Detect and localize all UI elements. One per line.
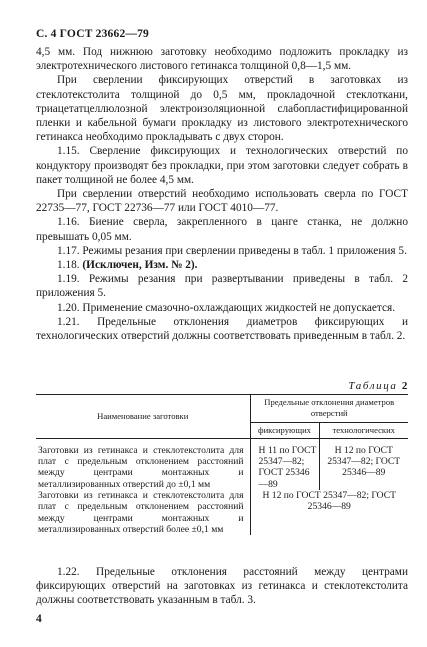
row-fix: Н 11 по ГОСТ 25347—82; ГОСТ 25346—89 xyxy=(250,438,319,490)
table-caption-word: Таблица xyxy=(348,380,398,392)
table-caption-number: 2 xyxy=(401,380,409,392)
table-caption xyxy=(348,380,409,392)
table-row xyxy=(36,490,408,535)
paragraph: 1.22. Предельные отклонения расстояний между центрами фиксирующих отверстий на заготовках из гетинакса и стеклотекстолита должны соответствовать указанным в табл. 3. xyxy=(36,566,408,607)
paragraph: 1.15. Сверление фиксирующих и технологических отверстий по кондуктору производят без прокладки, при этом заготовки следует собрать в пакет толщиной не более 4,5 мм. xyxy=(36,145,408,186)
paragraph: 1.16. Биение сверла, закрепленного в цанге станка, не должно превышать 0,05 мм. xyxy=(36,216,408,243)
paragraph: 4,5 мм. Под нижнюю заготовку необходимо подложить прокладку из электротехнического листового гетинакса толщиной 0,8—1,5 мм. xyxy=(36,46,408,73)
col-header-tech: технологических xyxy=(319,422,408,438)
paragraph: При сверлении отверстий необходимо использовать сверла по ГОСТ 22735—77, ГОСТ 22736—77 или ГОСТ 4010—77. xyxy=(36,188,408,215)
row-name: Заготовки из гетинакса и стеклотекстолита для плат с предельным отклонением расстояний между центрами монтажных и металлизированных отверстий более ±0,1 мм xyxy=(36,490,250,535)
paragraph: 1.19. Режимы резания при развертывании приведены в табл. 2 приложения 5. xyxy=(36,273,408,300)
table-row xyxy=(36,438,408,490)
paragraph: 1.17. Режимы резания при сверлении приведены в табл. 1 приложения 5. xyxy=(57,244,407,257)
page-header: С. 4 ГОСТ 23662—79 xyxy=(36,28,149,40)
col-header-group: Предельные отклонения диаметров отверстий xyxy=(250,395,408,423)
row-name: Заготовки из гетинакса и стеклотекстолита для плат с предельным отклонением расстояний между центрами монтажных и металлизированных отверстий до ±0,1 мм xyxy=(36,438,250,490)
col-header-fix: фиксирующих xyxy=(250,422,319,438)
col-header-name: Наименование заготовки xyxy=(36,395,250,439)
row-merged: Н 12 по ГОСТ 25347—82; ГОСТ 25346—89 xyxy=(262,490,396,513)
excluded-note: (Исключен, Изм. № 2). xyxy=(82,259,198,272)
paragraph: 1.21. Предельные отклонения диаметров фиксирующих и технологических отверстий должны соответствовать приведенным в табл. 2. xyxy=(36,315,408,343)
paragraph: 1.20. Применение смазочно-охлаждающих жидкостей не допускается. xyxy=(57,301,396,314)
paragraph: При сверлении фиксирующих отверстий в заготовках из стеклотекстолита толщиной до 0,5 мм, прокладочной стеклоткани, триацетатцеллюлозной электроизоляционной слабопластифицированной пленки и кабельной бумаги прокладку из листового электротехнического гетинакса необходимо прокладывать с двух сторон. xyxy=(36,74,408,144)
clause-number: 1.18. xyxy=(57,259,80,272)
body-text xyxy=(36,45,408,343)
page-number: 4 xyxy=(36,613,42,625)
row-tech: Н 12 по ГОСТ 25347—82; ГОСТ 25346—89 xyxy=(327,444,401,479)
deviation-table xyxy=(36,394,408,535)
paragraph-excluded xyxy=(36,258,408,272)
bottom-text xyxy=(36,565,408,608)
